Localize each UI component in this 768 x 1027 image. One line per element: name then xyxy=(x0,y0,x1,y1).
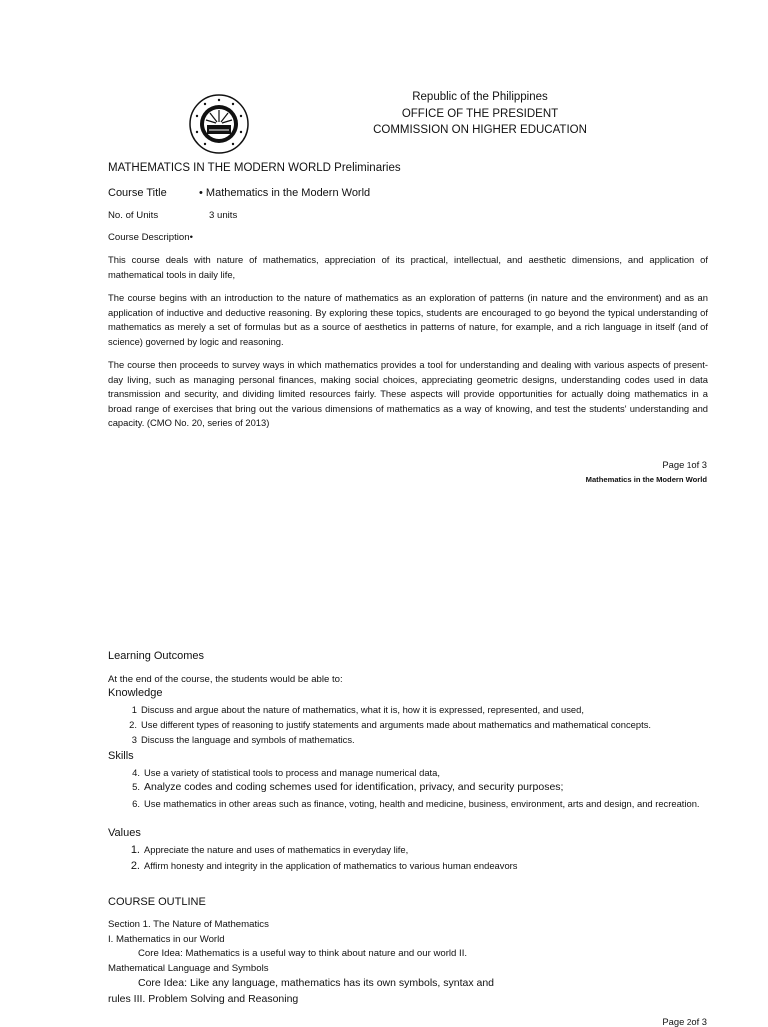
item-number: 6. xyxy=(132,798,140,809)
item-text: Use mathematics in other areas such as finance, voting, health and medicine, business, environment, arts and design, and recreation. xyxy=(144,798,700,809)
knowledge-item-3 xyxy=(125,734,355,745)
outline-rules-problem-solving: rules III. Problem Solving and Reasoning xyxy=(108,993,299,1005)
item-number: 1 xyxy=(131,704,137,715)
item-text: Appreciate the nature and uses of mathematics in everyday life, xyxy=(144,844,409,855)
page-current: 2 xyxy=(686,1018,692,1027)
knowledge-item-2 xyxy=(125,719,651,730)
page-word: Page xyxy=(662,459,685,470)
outline-core-idea-1: Core Idea: Mathematics is a useful way to think about nature and our world II. xyxy=(138,948,468,959)
course-title-value: • Mathematics in the Modern World xyxy=(199,187,371,199)
skills-item-5 xyxy=(128,781,563,793)
document-title: MATHEMATICS IN THE MODERN WORLD Preliminaries xyxy=(108,162,401,174)
item-number: 5. xyxy=(132,781,140,792)
outline-core-idea-2: Core Idea: Like any language, mathematics has its own symbols, syntax and xyxy=(138,977,495,989)
outline-part-1: I. Mathematics in our World xyxy=(108,934,225,945)
course-outline-heading: COURSE OUTLINE xyxy=(108,896,206,908)
values-item-1 xyxy=(128,844,408,856)
outline-section-1: Section 1. The Nature of Mathematics xyxy=(108,919,269,930)
description-paragraph-3: The course then proceeds to survey ways in which mathematics provides a tool for understanding and dealing with various aspects of present-day living, such as managing personal finances, making social choices, appreciating geometric designs, understanding codes used in data transmission and security, and dividing limited resources fairly. These aspects will provide opportunities for actually doing mathematics in a broad range of exercises that bring out the various dimensions of mathematics as a way of knowing, and test the students' understanding and capacity. (CMO No. 20, series of 2013) xyxy=(108,359,708,428)
item-number: 2. xyxy=(129,719,137,730)
learning-outcomes-heading: Learning Outcomes xyxy=(108,650,204,662)
page-number-2 xyxy=(662,1016,707,1027)
header-republic: Republic of the Philippines xyxy=(412,91,548,103)
knowledge-label: Knowledge xyxy=(108,687,163,699)
item-number: 3 xyxy=(131,734,137,745)
page-total: of 3 xyxy=(691,459,707,470)
page-number xyxy=(662,459,707,470)
ched-seal-logo xyxy=(189,94,249,154)
description-paragraph-2: The course begins with an introduction to the nature of mathematics as an exploration of patterns (in nature and the environment) and as an application of inductive and deductive reasoning. By exploring these topics, students are encouraged to go beyond the typical understanding of mathematics as merely a set of formulas but as a source of aesthetics in patterns of nature, for example, and a rich language in itself (and of science) governed by logic and reasoning. xyxy=(108,292,708,347)
footer-doc-title: Mathematics in the Modern World xyxy=(585,475,707,484)
item-text: Use a variety of statistical tools to process and manage numerical data, xyxy=(144,767,440,778)
course-title-label: Course Title xyxy=(108,187,167,199)
learning-intro: At the end of the course, the students would be able to: xyxy=(108,674,343,685)
page-current: 1 xyxy=(686,461,692,470)
header-office: OFFICE OF THE PRESIDENT xyxy=(401,108,559,120)
item-number: 2. xyxy=(130,860,140,872)
values-item-2 xyxy=(128,860,517,872)
skills-label: Skills xyxy=(108,750,134,762)
skills-item-4 xyxy=(128,767,440,778)
page-word: Page xyxy=(662,1016,685,1027)
values-label: Values xyxy=(108,827,141,839)
course-description-label: Course Description• xyxy=(108,232,193,243)
item-number: 4. xyxy=(132,767,140,778)
item-number: 1. xyxy=(130,844,140,856)
units-label: No. of Units xyxy=(108,210,159,221)
description-paragraph-1: This course deals with nature of mathematics, appreciation of its practical, intellectual, and aesthetic dimensions, and application of mathematical tools in daily life, xyxy=(108,254,708,280)
knowledge-item-1 xyxy=(125,704,584,715)
skills-item-6 xyxy=(128,797,708,812)
header-commission: COMMISSION ON HIGHER EDUCATION xyxy=(373,124,587,136)
item-text: Discuss and argue about the nature of mathematics, what it is, how it is expressed, represented, and used, xyxy=(141,704,584,715)
item-text: Discuss the language and symbols of mathematics. xyxy=(141,734,355,745)
page-total: of 3 xyxy=(691,1016,707,1027)
item-text: Analyze codes and coding schemes used for identification, privacy, and security purposes; xyxy=(144,781,564,793)
units-value: 3 units xyxy=(209,210,238,221)
item-text: Use different types of reasoning to justify statements and arguments made about mathematics and mathematical concepts. xyxy=(141,719,651,730)
outline-language-symbols: Mathematical Language and Symbols xyxy=(108,963,269,974)
item-text: Affirm honesty and integrity in the application of mathematics to various human endeavors xyxy=(144,860,518,871)
